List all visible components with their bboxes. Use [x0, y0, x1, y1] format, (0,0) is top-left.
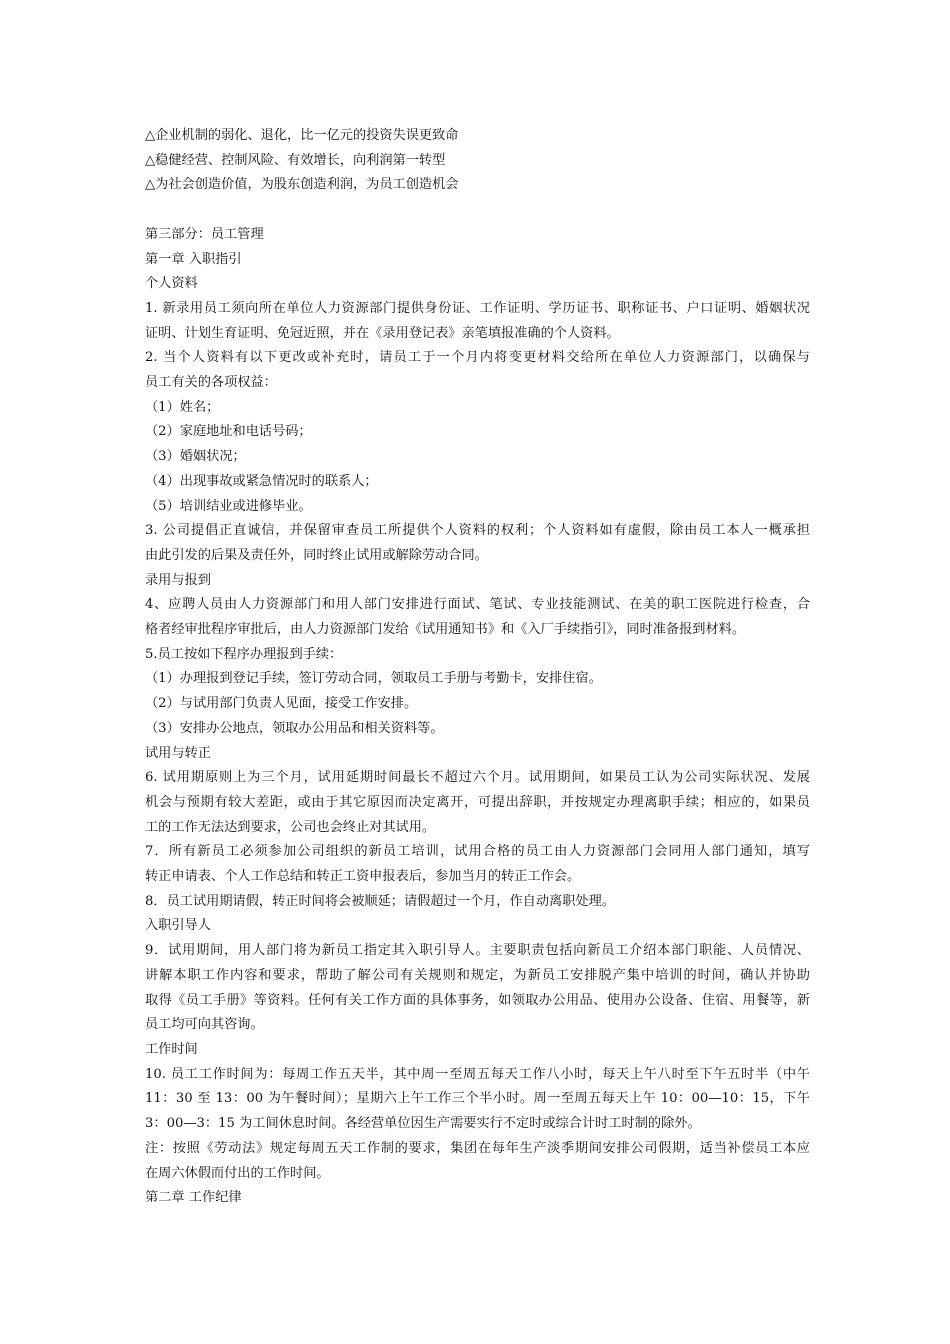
sub-item: （1）办理报到登记手续，签订劳动合同，领取员工手册与考勤卡，安排住宿。: [145, 671, 602, 687]
section-heading-hiring: 录用与报到: [145, 572, 211, 588]
paragraph-line: 讲解本职工作内容和要求，帮助了解公司有关规则和规定，为新员工安排脱产集中培训的时间，确认并协助: [145, 967, 810, 983]
note-line: 在周六休假而付出的工作时间。: [145, 1165, 330, 1181]
sub-item: （3）婚姻状况；: [145, 449, 246, 465]
sub-item: （4）出现事故或紧急情况时的联系人；: [145, 473, 378, 489]
chapter-title: 第一章 入职指引: [145, 251, 242, 267]
note-line: 注：按照《劳动法》规定每周五天工作制的要求，集团在每年生产淡季期间安排公司假期，适当补偿员工本应: [145, 1140, 810, 1156]
section-heading-personal-info: 个人资料: [145, 276, 198, 292]
paragraph-line: 4、应聘人员由人力资源部门和用人部门安排进行面试、笔试、专业技能测试、在美的职工医院进行检查，合: [145, 597, 810, 613]
sub-item: （2）家庭地址和电话号码；: [145, 424, 312, 440]
document-body: [145, 124, 810, 1211]
paragraph-line: 转正申请表、个人工作总结和转正工资申报表后，参加当月的转正工作会。: [145, 869, 581, 885]
section-heading-probation: 试用与转正: [145, 745, 211, 761]
paragraph-line: 9．试用期间，用人部门将为新员工指定其入职引导人。主要职责包括向新员工介绍本部门职能、人员情况、: [145, 943, 810, 959]
section-heading-mentor: 入职引导人: [145, 918, 211, 934]
sub-item: （1）姓名；: [145, 399, 220, 415]
paragraph-line: 3. 公司提倡正直诚信，并保留审查员工所提供个人资料的权利；个人资料如有虚假，除由员工本人一概承担: [145, 523, 810, 539]
paragraph-line: 2. 当个人资料有以下更改或补充时，请员工于一个月内将变更材料交给所在单位人力资源部门，以确保与: [145, 350, 810, 366]
paragraph-line: 1. 新录用员工须向所在单位人力资源部门提供身份证、工作证明、学历证书、职称证书、户口证明、婚姻状况: [145, 300, 810, 316]
part-title: 第三部分：员工管理: [145, 226, 264, 242]
chapter-title: 第二章 工作纪律: [145, 1190, 242, 1206]
paragraph-line: 3：00—3：15 为工间休息时间。各经营单位因生产需要实行不定时或综合计时工时制的除外。: [145, 1116, 701, 1132]
paragraph-line: 格者经审批程序审批后，由人力资源部门发给《试用通知书》和《入厂手续指引》，同时准备报到材料。: [145, 622, 746, 638]
principle-line: △企业机制的弱化、退化，比一亿元的投资失误更致命: [145, 128, 459, 143]
paragraph-line: 证明、计划生育证明、免冠近照，并在《录用登记表》亲笔填报准确的个人资料。: [145, 325, 620, 341]
sub-item: （3）安排办公地点，领取办公用品和相关资料等。: [145, 720, 444, 736]
paragraph-line: 11：30 至 13：00 为午餐时间）；星期六上午工作三个半小时。周一至周五每天上午 10：00—10：15，下午: [145, 1091, 810, 1107]
principle-line: △为社会创造价值，为股东创造利润，为员工创造机会: [145, 177, 459, 193]
paragraph-line: 10. 员工工作时间为：每周工作五天半，其中周一至周五每天工作八小时，每天上午八时至下午五时半（中午: [145, 1066, 810, 1082]
paragraph-line: 机会与预期有较大差距，或由于其它原因而决定离开，可提出辞职，并按规定办理离职手续；相应的，如果员: [145, 794, 810, 810]
sub-item: （5）培训结业或进修毕业。: [145, 498, 312, 514]
paragraph-line: 8．员工试用期请假，转正时间将会被顺延；请假超过一个月，作自动离职处理。: [145, 893, 615, 909]
sub-item: （2）与试用部门负责人见面，接受工作安排。: [145, 696, 418, 712]
paragraph-line: 工的工作无法达到要求，公司也会终止对其试用。: [145, 819, 436, 835]
paragraph-line: 5.员工按如下程序办理报到手续：: [145, 646, 343, 662]
paragraph-line: 取得《员工手册》等资料。任何有关工作方面的具体事务，如领取办公用品、使用办公设备、住宿、用餐等，新: [145, 992, 810, 1008]
paragraph-line: 员工有关的各项权益：: [145, 375, 277, 391]
principle-line: △稳健经营、控制风险、有效增长，向利润第一转型: [145, 152, 446, 168]
section-heading-work-time: 工作时间: [145, 1042, 198, 1057]
blank-line: [145, 198, 810, 223]
paragraph-line: 6. 试用期原则上为三个月，试用延期时间最长不超过六个月。试用期间，如果员工认为公司实际状况、发展: [145, 770, 810, 786]
paragraph-line: 7．所有新员工必须参加公司组织的新员工培训，试用合格的员工由人力资源部门会同用人部门通知，填写: [145, 844, 810, 860]
paragraph-line: 由此引发的后果及责任外，同时终止试用或解除劳动合同。: [145, 547, 488, 563]
paragraph-line: 员工均可向其咨询。: [145, 1017, 264, 1033]
